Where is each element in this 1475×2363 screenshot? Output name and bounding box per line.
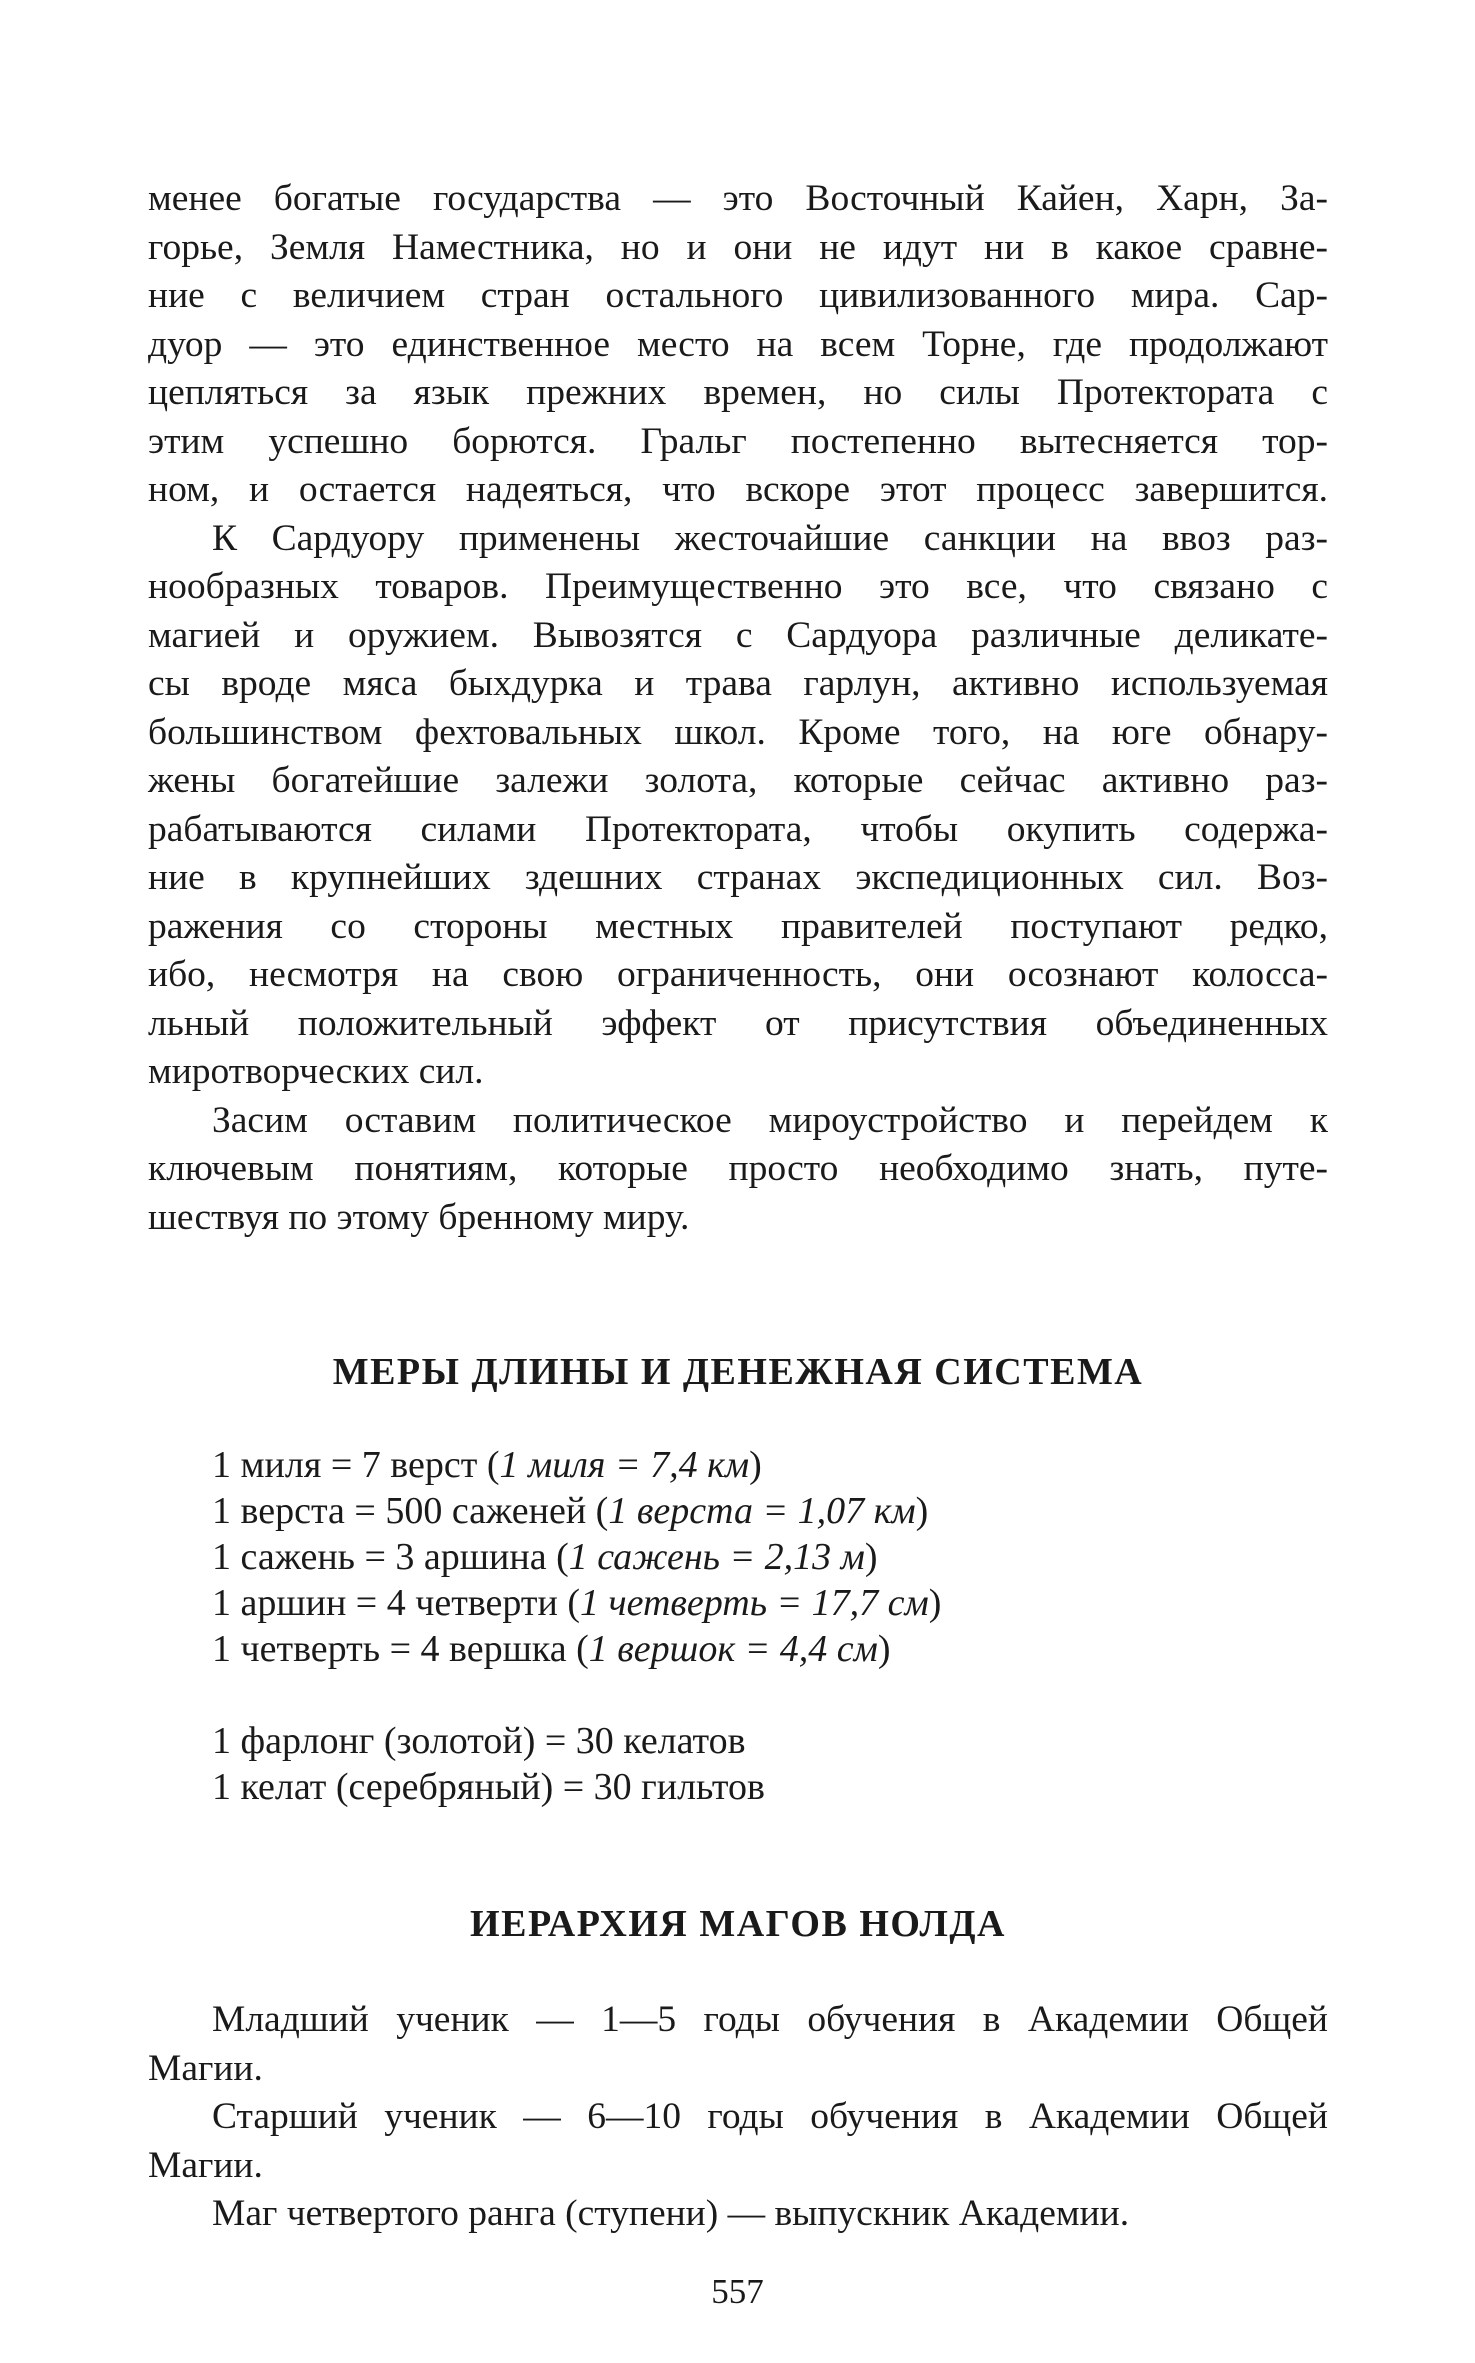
page-body [148, 175, 1328, 2239]
page-number: 557 [711, 2272, 764, 2311]
measure-row: 1 верста = 500 саженей (1 верста = 1,07 км) [212, 1490, 929, 1532]
text-line: жены богатейшие залежи золота, которые сейчас активно раз- [148, 760, 1328, 801]
text-line: этим успешно борются. Гральг постепенно вытесняется тор- [148, 420, 1328, 462]
text-line: ражения со стороны местных правителей поступают редко, [148, 905, 1328, 947]
paragraph-3 [148, 1097, 1328, 1243]
text-line: ибо, несмотря на свою ограниченность, они осознают колосса- [148, 954, 1328, 995]
measure-row: 1 аршин = 4 четверти (1 четверть = 17,7 см) [212, 1582, 942, 1624]
text-line: менее богатые государства — это Восточный Кайен, Харн, За- [148, 178, 1328, 219]
text-line: ние с величием стран остального цивилизованного мира. Сар- [148, 275, 1328, 316]
paragraph-2 [148, 515, 1328, 1097]
money-list [148, 1718, 1328, 1810]
money-row: 1 фарлонг (золотой) = 30 келатов [212, 1720, 746, 1762]
text-line: горье, Земля Наместника, но и они не идут ни в какое сравне- [148, 226, 1328, 268]
hierarchy-list [148, 1996, 1328, 2239]
text-line: большинством фехтовальных школ. Кроме того, на юге обнару- [148, 711, 1328, 753]
text-line: нообразных товаров. Преимущественно это все, что связано с [148, 566, 1328, 607]
measure-row: 1 четверть = 4 вершка (1 вершок = 4,4 см) [212, 1628, 891, 1670]
text-line: Магии. [148, 2144, 263, 2186]
text-line: льный положительный эффект от присутствия объединенных [148, 1002, 1328, 1044]
text-line: сы вроде мяса быхдурка и трава гарлун, активно используемая [148, 663, 1328, 704]
text-line: Магии. [148, 2047, 263, 2089]
text-line: рабатываются силами Протектората, чтобы окупить содержа- [148, 808, 1328, 850]
measure-metric: 1 верста = 1,07 км [608, 1490, 916, 1532]
text-line: Засим оставим политическое мироустройство и перейдем к [212, 1099, 1328, 1141]
money-row: 1 келат (серебряный) = 30 гильтов [212, 1766, 765, 1808]
text-line: миротворческих сил. [148, 1051, 484, 1092]
section-heading-measures: МЕРЫ ДЛИНЫ И ДЕНЕЖНАЯ СИСТЕМА [332, 1351, 1144, 1393]
text-line: К Сардуору применены жесточайшие санкции на ввоз раз- [212, 517, 1328, 559]
hierarchy-entry [148, 1996, 1328, 2093]
text-line: Маг четвертого ранга (ступени) — выпускник Академии. [212, 2193, 1130, 2234]
measure-metric: 1 вершок = 4,4 см [588, 1628, 878, 1670]
text-line: дуор — это единственное место на всем Торне, где продолжают [148, 323, 1328, 365]
length-measures-list [148, 1442, 1328, 1672]
measure-row: 1 сажень = 3 аршина (1 сажень = 2,13 м) [212, 1536, 878, 1578]
text-line: Младший ученик — 1—5 годы обучения в Академии Общей [212, 1999, 1328, 2040]
text-line: ключевым понятиям, которые просто необходимо знать, путе- [148, 1148, 1328, 1189]
hierarchy-entry [148, 2093, 1328, 2190]
text-line: ние в крупнейших здешних странах экспедиционных сил. Воз- [148, 857, 1328, 898]
measure-row: 1 миля = 7 верст (1 миля = 7,4 км) [212, 1444, 762, 1486]
hierarchy-entry [148, 2190, 1328, 2239]
measure-metric: 1 четверть = 17,7 см [580, 1582, 929, 1624]
paragraph-1 [148, 175, 1328, 515]
section-heading-hierarchy: ИЕРАРХИЯ МАГОВ НОЛДА [470, 1903, 1006, 1945]
measure-metric: 1 сажень = 2,13 м [568, 1536, 865, 1578]
text-line: шествуя по этому бренному миру. [148, 1196, 690, 1238]
measure-metric: 1 миля = 7,4 км [499, 1444, 750, 1486]
text-line: Старший ученик — 6—10 годы обучения в Академии Общей [212, 2096, 1328, 2137]
text-line: ном, и остается надеяться, что вскоре этот процесс завершится. [148, 469, 1328, 510]
text-line: магией и оружием. Вывозятся с Сардуора различные деликате- [148, 614, 1328, 656]
text-line: цепляться за язык прежних времен, но силы Протектората с [148, 372, 1328, 413]
